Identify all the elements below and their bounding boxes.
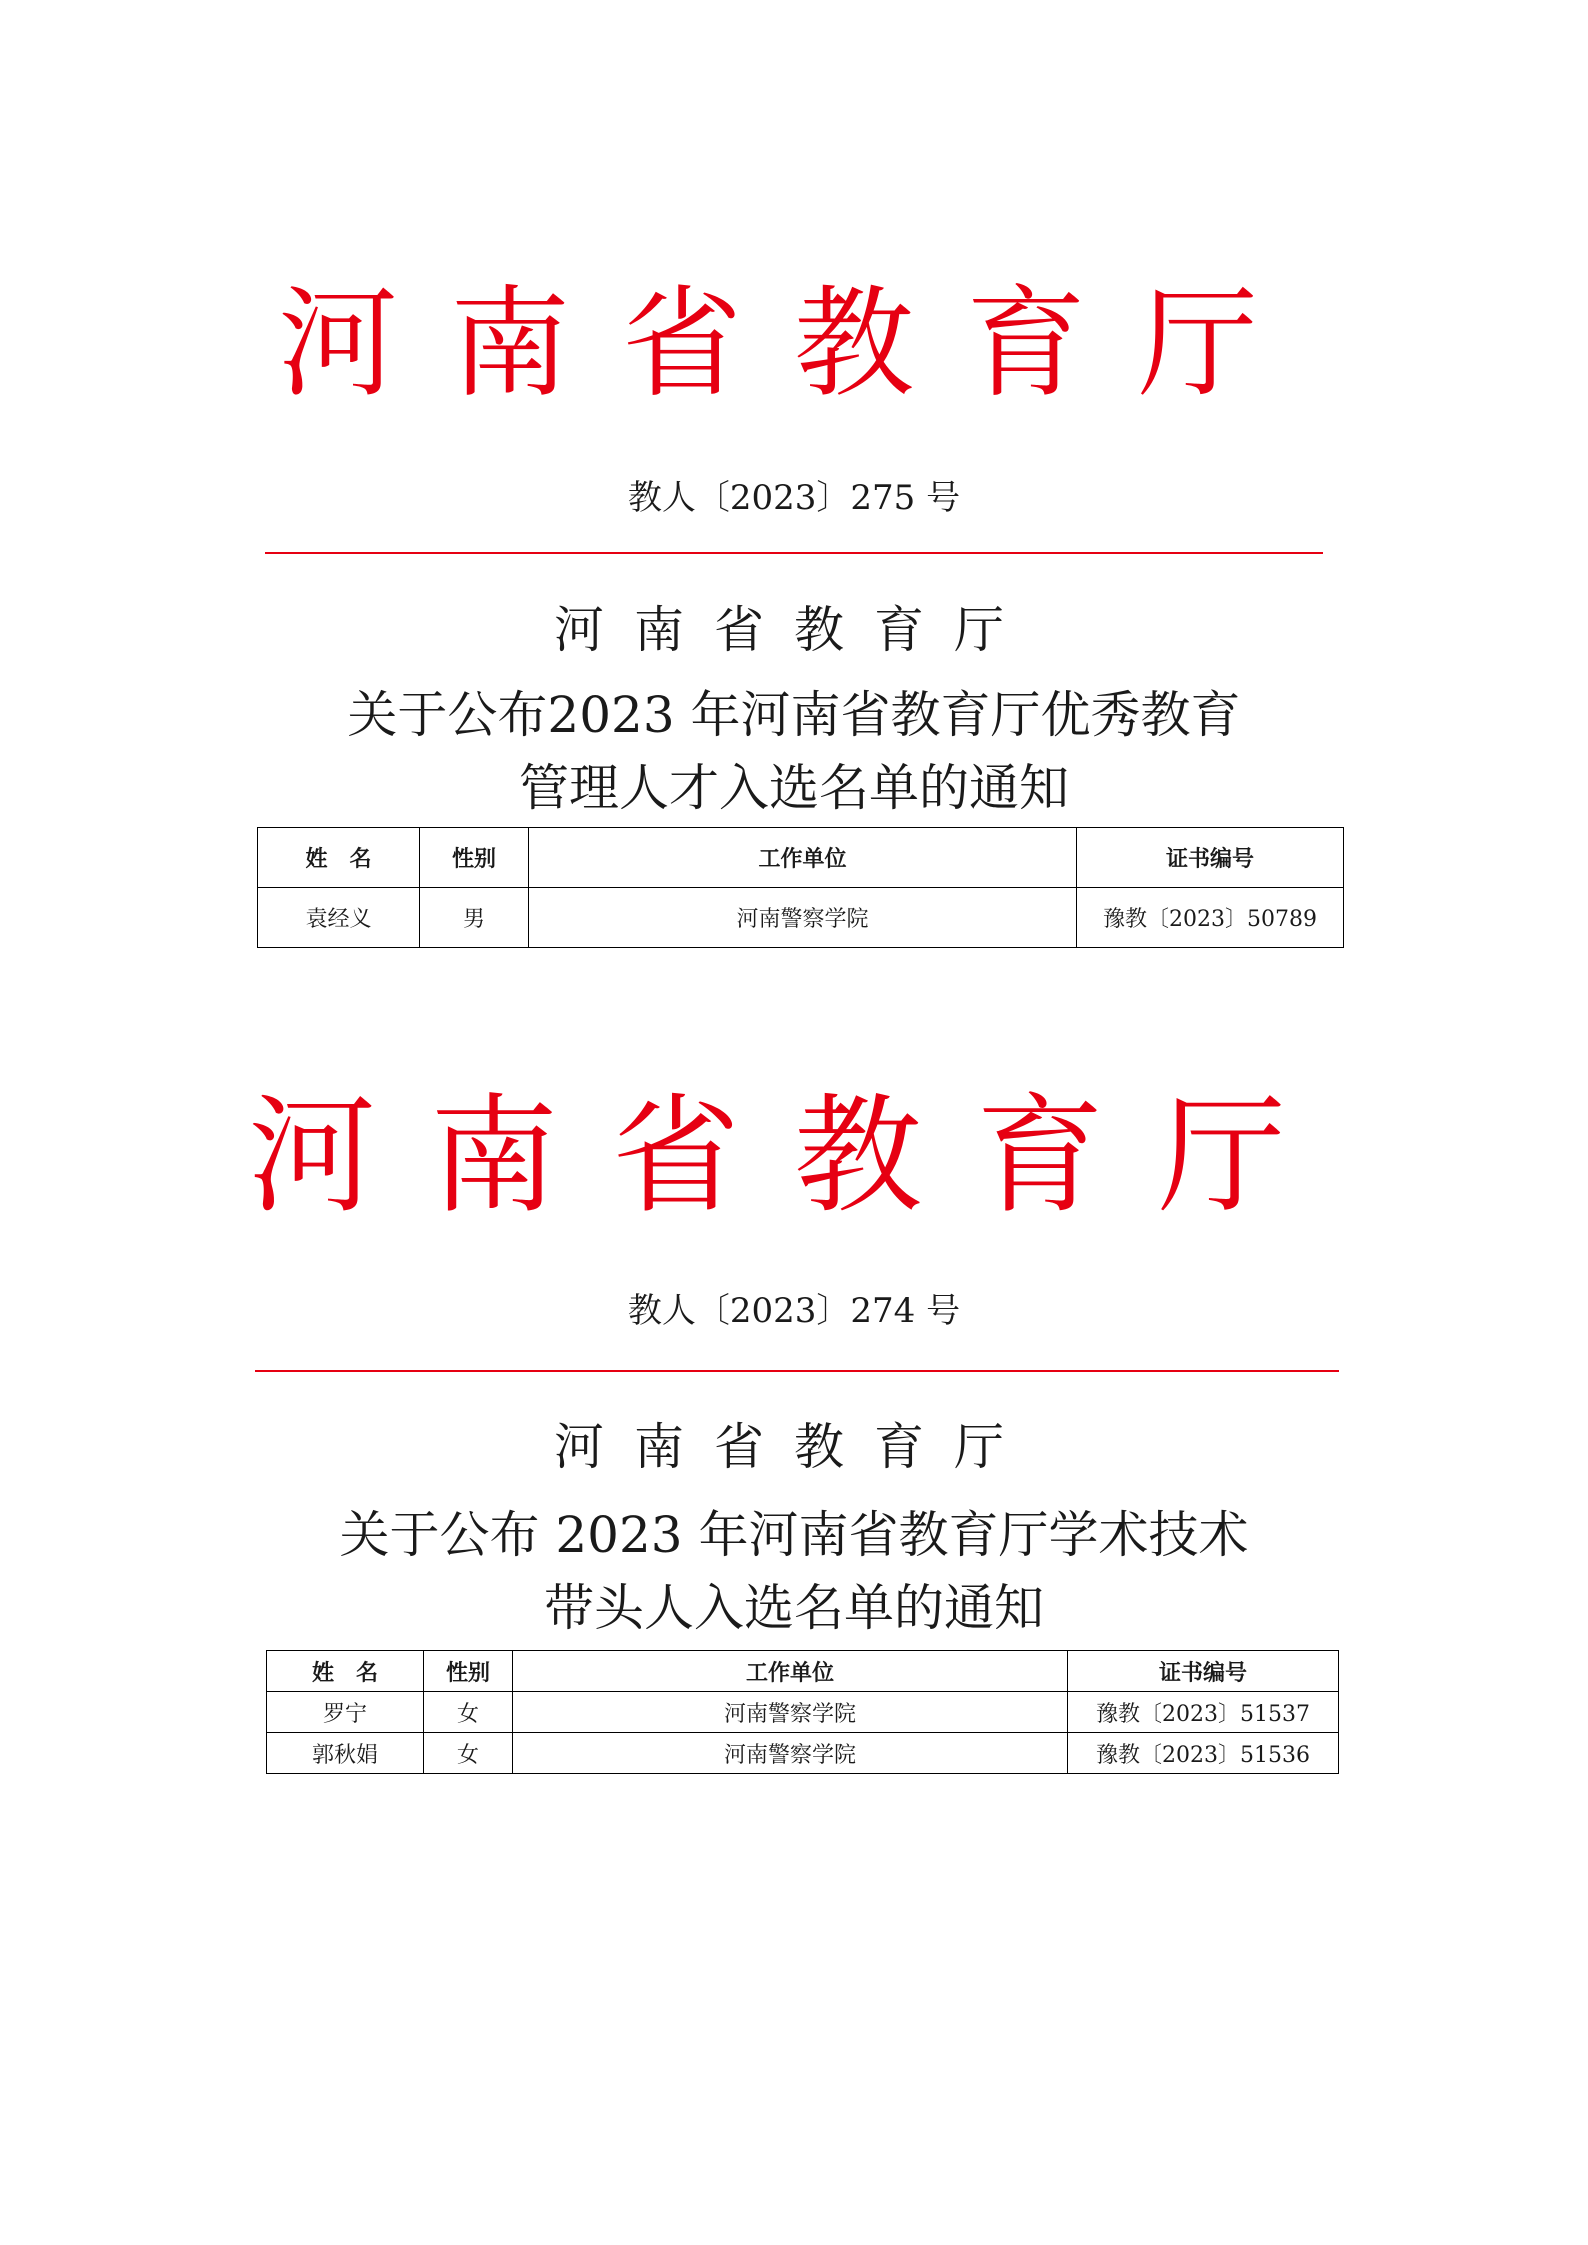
cell-workplace: 河南警察学院 [529,888,1077,948]
header-gender: 性别 [424,1651,513,1692]
notice-title-line2-2: 带头人入选名单的通知 [544,1579,1044,1637]
cell-workplace: 河南警察学院 [513,1692,1068,1733]
table-row [267,1733,1339,1774]
red-divider-2 [255,1370,1339,1372]
red-letterhead-1: 河南省教育厅 [278,275,1310,414]
cell-workplace: 河南警察学院 [513,1733,1068,1774]
name-table-2 [266,1650,1339,1774]
name-table-1 [257,827,1344,948]
issuer-title-1: 河南省教育厅 [554,601,1034,659]
cell-certificate: 豫教〔2023〕51537 [1068,1692,1339,1733]
issuer-title-2: 河南省教育厅 [554,1418,1034,1476]
red-divider-1 [265,552,1323,554]
table-row [267,1692,1339,1733]
cell-gender: 女 [424,1733,513,1774]
notice-title-line1-1: 关于公布2023 年河南省教育厅优秀教育 [347,686,1241,744]
header-certificate: 证书编号 [1068,1651,1339,1692]
cell-gender: 女 [424,1692,513,1733]
notice-title-line1-2: 关于公布 2023 年河南省教育厅学术技术 [339,1506,1249,1564]
header-gender: 性别 [420,828,529,888]
cell-name: 罗宁 [267,1692,424,1733]
cell-gender: 男 [420,888,529,948]
header-certificate: 证书编号 [1077,828,1344,888]
document-number-2: 教人〔2023〕274 号 [627,1291,961,1331]
cell-certificate: 豫教〔2023〕51536 [1068,1733,1339,1774]
red-letterhead-2: 河南省教育厅 [247,1082,1340,1231]
table-row [258,888,1344,948]
header-name: 姓 名 [267,1651,424,1692]
table-header-row [258,828,1344,888]
cell-name: 袁经义 [258,888,420,948]
cell-certificate: 豫教〔2023〕50789 [1077,888,1344,948]
header-workplace: 工作单位 [513,1651,1068,1692]
table-header-row [267,1651,1339,1692]
header-name: 姓 名 [258,828,420,888]
cell-name: 郭秋娟 [267,1733,424,1774]
notice-title-line2-1: 管理人才入选名单的通知 [519,759,1069,817]
document-number-1: 教人〔2023〕275 号 [627,478,961,518]
header-workplace: 工作单位 [529,828,1077,888]
